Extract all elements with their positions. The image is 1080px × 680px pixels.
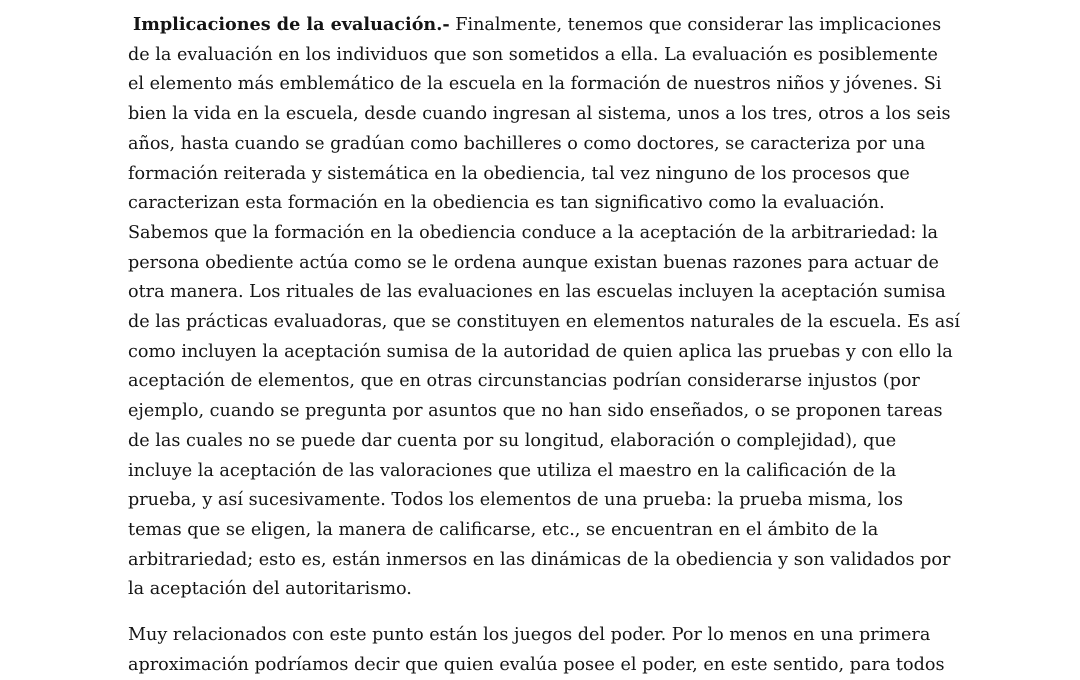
text-line: otra manera. Los rituales de las evaluaciones en las escuelas incluyen la aceptación sumisa — [128, 282, 946, 303]
text-line: prueba, y así sucesivamente. Todos los elementos de una prueba: la prueba misma, los — [128, 490, 903, 511]
document-page — [128, 10, 968, 680]
text-line: el elemento más emblemático de la escuela en la formación de nuestros niños y jóvenes. Si — [128, 74, 942, 95]
paragraph-power-games — [128, 621, 968, 680]
text-line-content: Finalmente, tenemos que considerar las implicaciones — [449, 15, 942, 35]
section-heading: Implicaciones de la evaluación.- — [133, 14, 450, 35]
text-line: como incluyen la aceptación sumisa de la autoridad de quien aplica las pruebas y con ello la — [128, 341, 953, 362]
text-line: la aceptación del autoritarismo. — [128, 579, 412, 600]
text-line: de las prácticas evaluadoras, que se constituyen en elementos naturales de la escuela. Es así — [128, 312, 960, 333]
text-line: Sabemos que la formación en la obediencia conduce a la aceptación de la arbitrariedad: la — [128, 222, 939, 243]
text-line: aceptación de elementos, que en otras circunstancias podrían considerarse injustos (por — [128, 371, 920, 392]
text-line: de la evaluación en los individuos que son sometidos a ella. La evaluación es posiblemente — [128, 44, 938, 65]
text-line: Muy relacionados con este punto están los juegos del poder. Por lo menos en una primera — [128, 625, 931, 646]
text-line: formación reiterada y sistemática en la obediencia, tal vez ninguno de los procesos que — [128, 163, 910, 184]
text-line — [128, 10, 968, 41]
text-line: incluye la aceptación de las valoraciones que utiliza el maestro en la calificación de la — [128, 460, 897, 481]
text-line: de las cuales no se puede dar cuenta por su longitud, elaboración o complejidad), que — [128, 430, 897, 451]
paragraph-evaluation-implications — [128, 10, 968, 605]
text-line: persona obediente actúa como se le ordena aunque existan buenas razones para actuar de — [128, 252, 939, 273]
text-line: bien la vida en la escuela, desde cuando ingresan al sistema, unos a los tres, otros a los seis — [128, 104, 951, 125]
text-line: aproximación podríamos decir que quien evalúa posee el poder, en este sentido, para todos — [128, 654, 945, 675]
text-line: arbitrariedad; esto es, están inmersos en las dinámicas de la obediencia y son validados por — [128, 549, 951, 570]
text-line: ejemplo, cuando se pregunta por asuntos que no han sido enseñados, o se proponen tareas — [128, 401, 943, 422]
text-line: temas que se eligen, la manera de calificarse, etc., se encuentran en el ámbito de la — [128, 519, 879, 540]
text-line: años, hasta cuando se gradúan como bachilleres o como doctores, se caracteriza por una — [128, 133, 926, 154]
text-line: caracterizan esta formación en la obediencia es tan significativo como la evaluación. — [128, 193, 885, 214]
